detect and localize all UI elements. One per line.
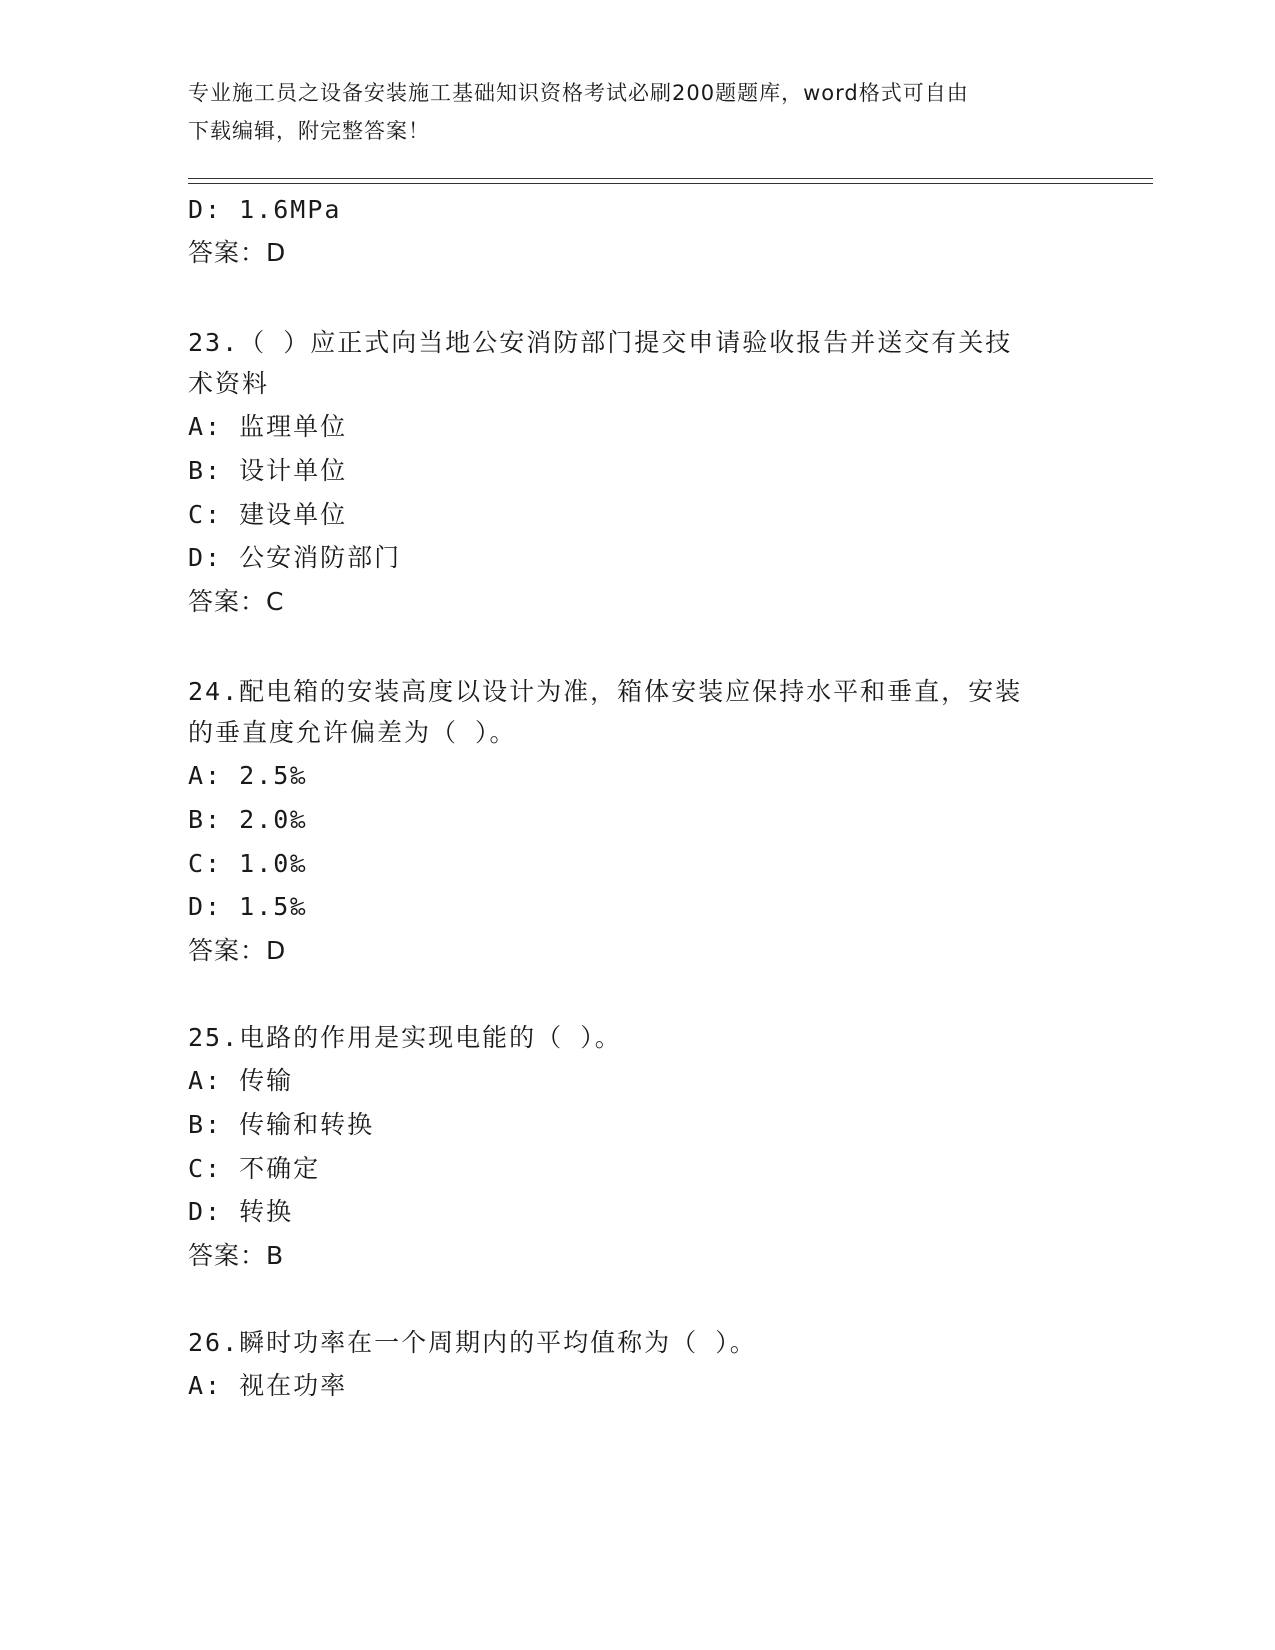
header-title-line-2: 下载编辑，附完整答案！ xyxy=(188,119,430,143)
q24-answer: 答案：D xyxy=(188,936,287,965)
header-divider xyxy=(188,178,1153,184)
q24-option-d: D: 1.5‰ xyxy=(188,892,308,921)
q24-stem-line-1: 24.配电箱的安装高度以设计为准，箱体安装应保持水平和垂直，安装 xyxy=(188,677,1023,706)
q23-option-d: D: 公安消防部门 xyxy=(188,543,402,572)
q25-answer: 答案：B xyxy=(188,1241,285,1270)
q24-option-a: A: 2.5‰ xyxy=(188,761,308,790)
q22-answer: 答案：D xyxy=(188,238,287,267)
q23-stem-line-2: 术资料 xyxy=(188,369,270,398)
header-title-line-1: 专业施工员之设备安装施工基础知识资格考试必刷200题题库，word格式可自由 xyxy=(188,81,969,105)
q25-option-c: C: 不确定 xyxy=(188,1154,321,1183)
q24-option-b: B: 2.0‰ xyxy=(188,805,308,834)
q23-stem-line-1: 23.（ ）应正式向当地公安消防部门提交申请验收报告并送交有关技 xyxy=(188,328,1013,357)
q22-option-d: D: 1.6MPa xyxy=(188,195,342,224)
q25-option-b: B: 传输和转换 xyxy=(188,1110,375,1139)
q25-stem-line-1: 25.电路的作用是实现电能的（ ）。 xyxy=(188,1023,622,1052)
q23-option-c: C: 建设单位 xyxy=(188,500,348,529)
q25-option-d: D: 转换 xyxy=(188,1197,294,1226)
q25-option-a: A: 传输 xyxy=(188,1066,294,1095)
q23-option-b: B: 设计单位 xyxy=(188,456,348,485)
q26-option-a: A: 视在功率 xyxy=(188,1371,348,1400)
q23-answer: 答案：C xyxy=(188,587,285,616)
q23-option-a: A: 监理单位 xyxy=(188,412,348,441)
q24-option-c: C: 1.0‰ xyxy=(188,849,308,878)
document-header xyxy=(188,74,1078,150)
q26-stem-line-1: 26.瞬时功率在一个周期内的平均值称为（ ）。 xyxy=(188,1328,757,1357)
q24-stem-line-2: 的垂直度允许偏差为（ ）。 xyxy=(188,718,517,747)
